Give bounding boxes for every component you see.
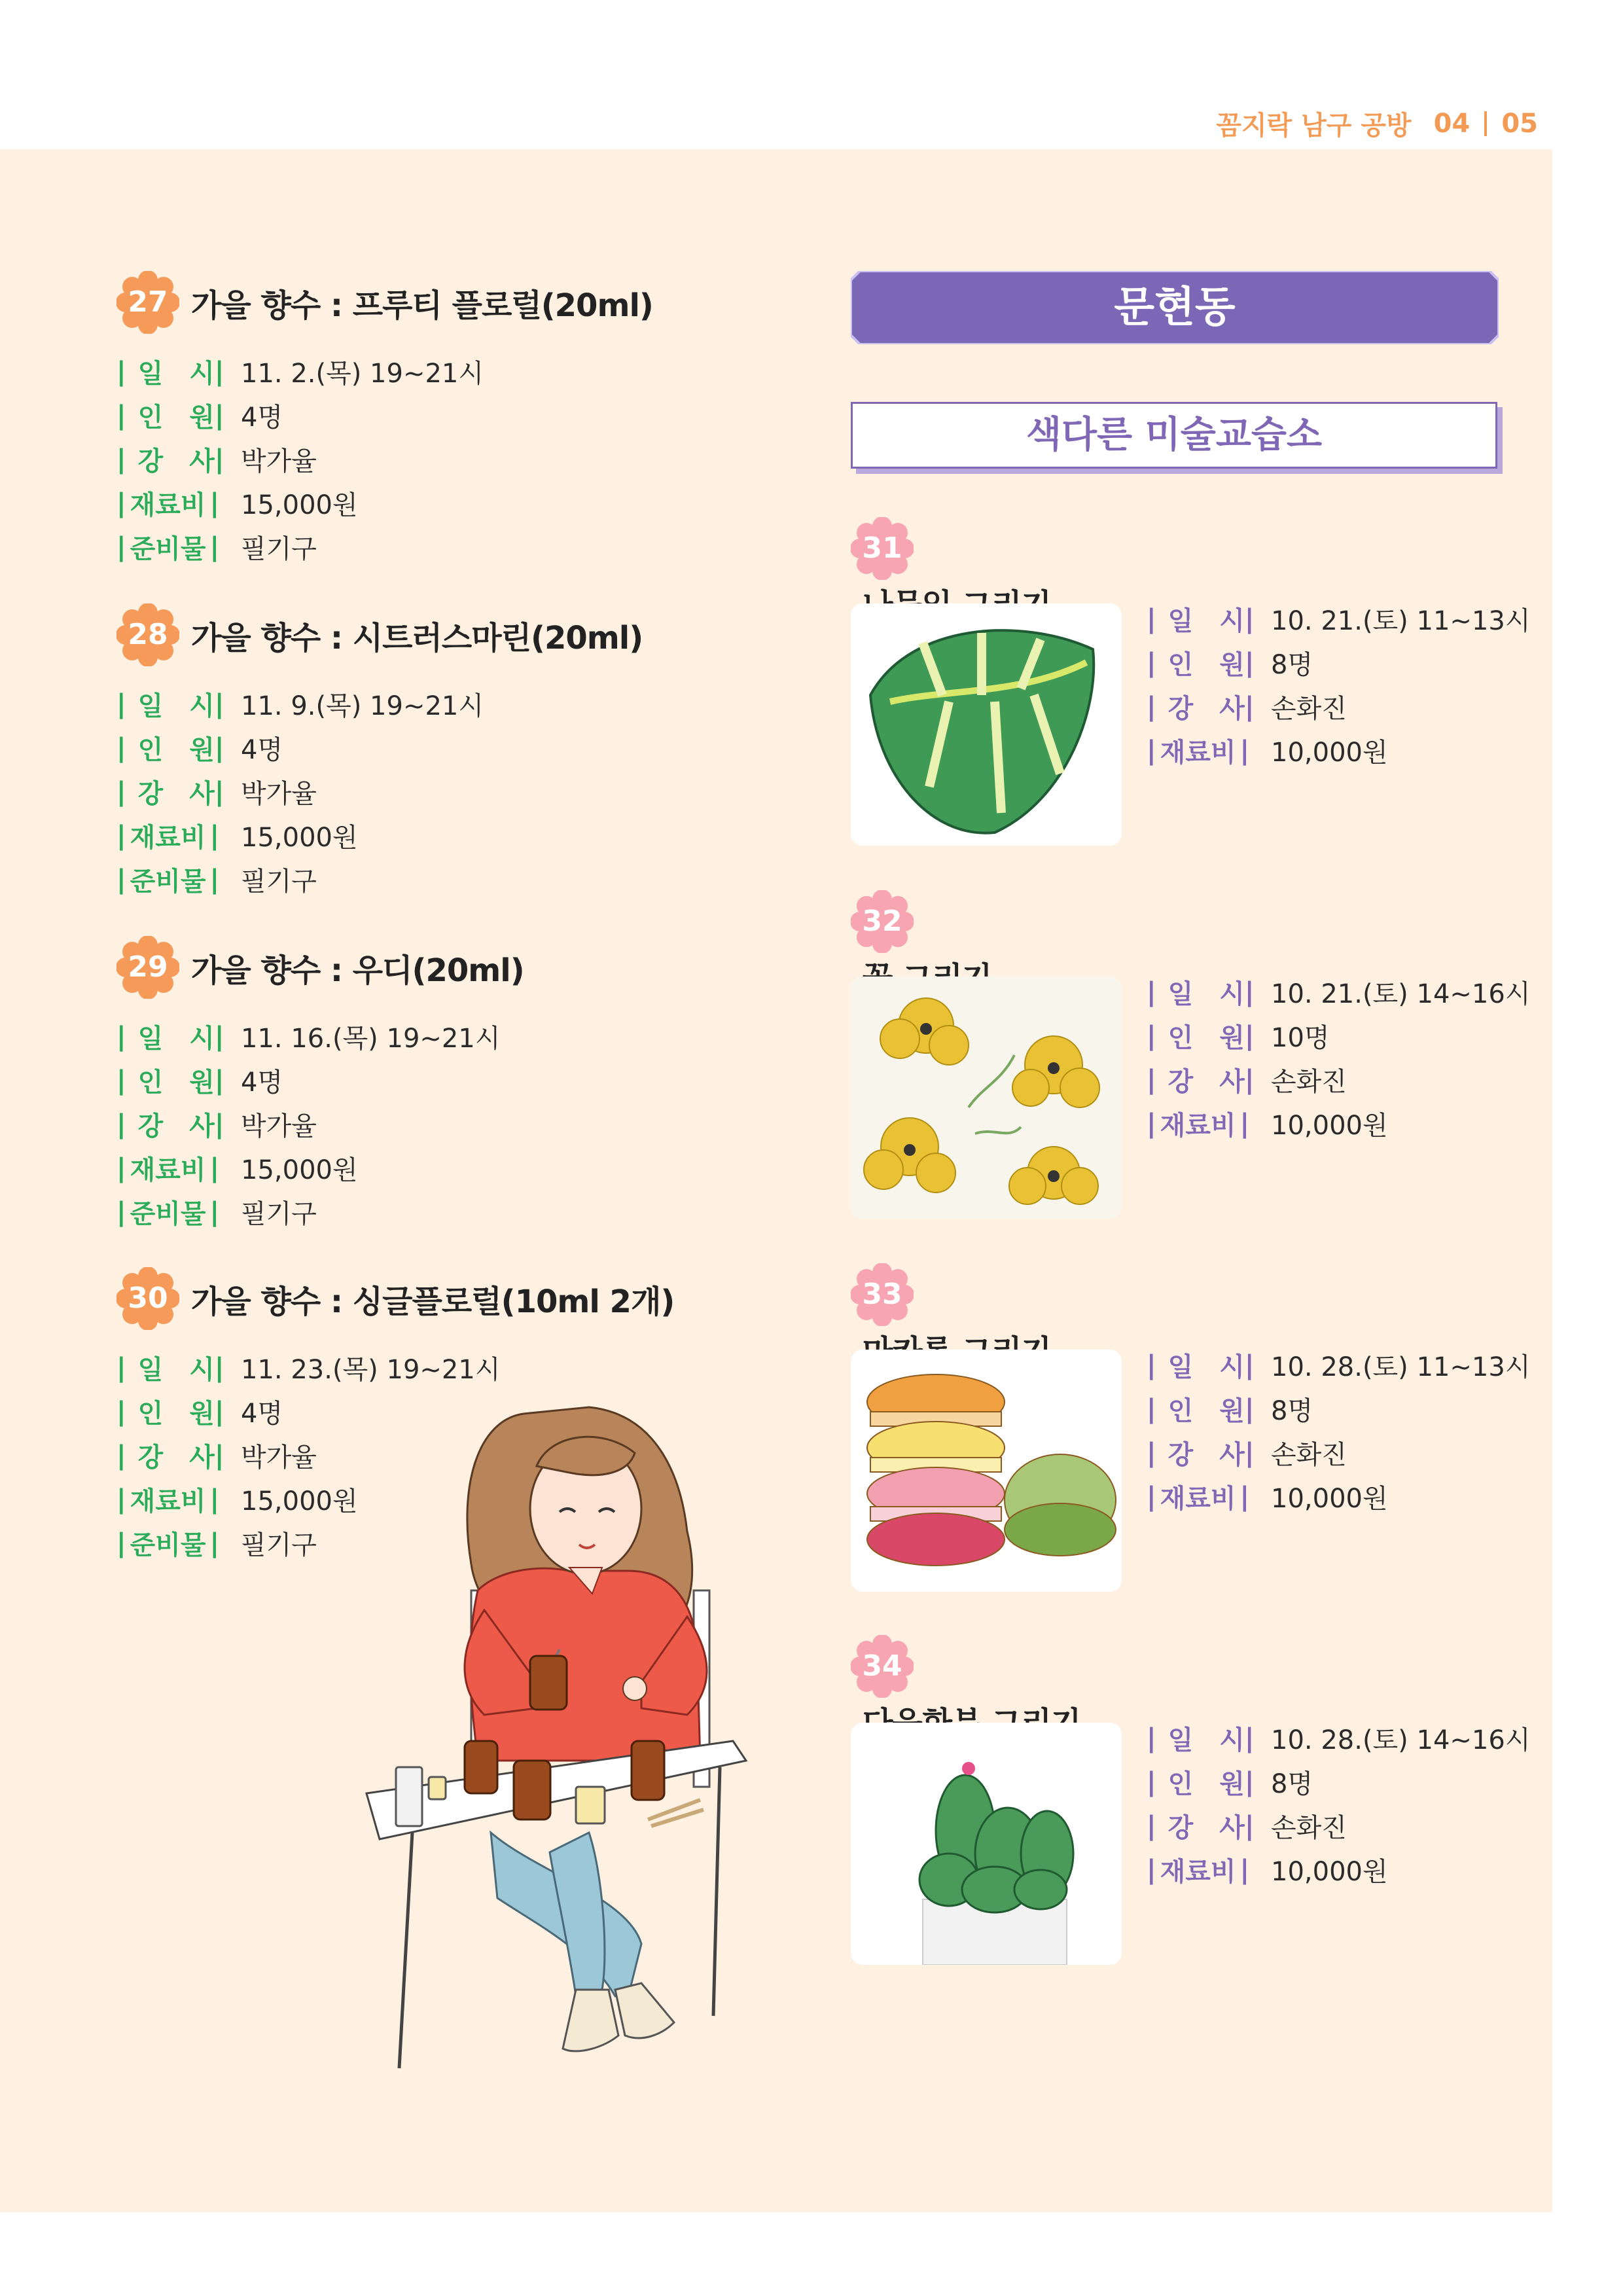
- info-people: [1147, 1387, 1530, 1431]
- class-info: [116, 350, 653, 569]
- value-date: 11. 23.(목) 19~21시: [241, 1355, 501, 1385]
- badge-number: 33: [862, 1278, 902, 1311]
- info-teacher: [116, 437, 653, 481]
- number-badge: [851, 517, 914, 580]
- number-badge: [851, 1635, 914, 1698]
- info-teacher: [1147, 1058, 1530, 1102]
- label-people: | 인 원 |: [1147, 647, 1255, 680]
- class-info-31: [1147, 597, 1530, 772]
- value-material: 15,000원: [241, 1155, 358, 1185]
- value-teacher: 박가율: [241, 446, 317, 476]
- label-material: | 재료비 |: [116, 1153, 220, 1185]
- header-title: 꼼지락 남구 공방: [1216, 111, 1412, 141]
- info-people: [1147, 641, 1530, 685]
- label-date: | 일 시 |: [116, 356, 224, 389]
- label-people: | 인 원 |: [116, 400, 224, 433]
- district-banner-title: 문현동: [1114, 283, 1236, 332]
- yellow-flowers-icon: [851, 977, 1122, 1219]
- number-badge: [851, 890, 914, 953]
- class-title-row: [116, 1266, 674, 1331]
- class-title: 가을 향수 : 싱글플로럴(10ml 2개): [191, 1283, 675, 1320]
- label-material: | 재료비 |: [116, 1484, 220, 1516]
- value-teacher: 손화진: [1271, 694, 1347, 724]
- label-people: | 인 원 |: [1147, 1767, 1255, 1799]
- value-prep: 필기구: [241, 534, 317, 564]
- info-teacher: [1147, 1431, 1530, 1475]
- label-teacher: | 강 사 |: [116, 1440, 224, 1473]
- number-badge: [116, 936, 179, 999]
- info-teacher: [116, 770, 643, 814]
- perfume-making-illustration: [262, 1374, 759, 2094]
- info-date: [116, 350, 653, 393]
- label-material: | 재료비 |: [116, 488, 220, 520]
- info-prep: [116, 857, 643, 901]
- value-material: 10,000원: [1271, 1484, 1388, 1514]
- venue-title-box: 색다른 미술교습소: [851, 402, 1497, 469]
- monstera-leaf-icon: [851, 603, 1122, 846]
- info-material: [1147, 1102, 1530, 1145]
- class-section-28: [116, 602, 643, 901]
- label-prep: | 준비물 |: [116, 1528, 220, 1560]
- value-material: 15,000원: [241, 823, 358, 853]
- label-material: | 재료비 |: [1147, 1108, 1250, 1141]
- label-people: | 인 원 |: [116, 1396, 224, 1429]
- value-people: 4명: [241, 1399, 283, 1429]
- info-people: [1147, 1014, 1530, 1058]
- label-date: | 일 시 |: [1147, 977, 1255, 1009]
- class-info-33: [1147, 1343, 1530, 1518]
- class-info-34: [1147, 1716, 1530, 1892]
- label-people: | 인 원 |: [116, 732, 224, 765]
- label-teacher: | 강 사 |: [116, 1109, 224, 1141]
- value-date: 10. 21.(토) 14~16시: [1271, 979, 1531, 1009]
- number-badge: [851, 1263, 914, 1326]
- value-people: 4명: [241, 735, 283, 765]
- info-date: [1147, 1716, 1530, 1760]
- badge-number: 32: [862, 905, 902, 938]
- value-material: 10,000원: [1271, 1111, 1388, 1141]
- label-people: | 인 원 |: [1147, 1393, 1255, 1426]
- succulent-plant-icon: [851, 1723, 1122, 1965]
- label-date: | 일 시 |: [1147, 603, 1255, 636]
- label-material: | 재료비 |: [1147, 735, 1250, 768]
- value-teacher: 박가율: [241, 779, 317, 809]
- value-teacher: 박가율: [241, 1111, 317, 1141]
- label-people: | 인 원 |: [1147, 1020, 1255, 1053]
- value-people: 8명: [1271, 650, 1313, 680]
- info-material: [116, 814, 643, 857]
- value-date: 10. 28.(토) 14~16시: [1271, 1725, 1531, 1755]
- value-date: 10. 28.(토) 11~13시: [1271, 1352, 1531, 1382]
- number-badge: [116, 1267, 179, 1330]
- page-divider: [1484, 111, 1487, 136]
- flower-painting-image: [851, 977, 1122, 1219]
- label-material: | 재료비 |: [116, 820, 220, 853]
- info-material: [1147, 728, 1530, 772]
- class-title: 가을 향수 : 시트러스마린(20ml): [191, 619, 643, 656]
- info-teacher: [1147, 685, 1530, 728]
- label-material: | 재료비 |: [1147, 1854, 1250, 1887]
- info-date: [116, 682, 643, 726]
- leaf-painting-image: [851, 603, 1122, 846]
- page-header: [1216, 105, 1538, 142]
- info-date: [1147, 1343, 1530, 1387]
- class-section-29: [116, 935, 524, 1234]
- label-material: | 재료비 |: [1147, 1481, 1250, 1514]
- class-title-row: [116, 935, 524, 1000]
- class-info-32: [1147, 970, 1530, 1145]
- class-title: 가을 향수 : 프루티 플로럴(20ml): [191, 287, 653, 324]
- value-date: 11. 9.(목) 19~21시: [241, 691, 484, 721]
- info-people: [1147, 1760, 1530, 1804]
- label-date: | 일 시 |: [116, 1352, 224, 1385]
- label-prep: | 준비물 |: [116, 1196, 220, 1229]
- label-teacher: | 강 사 |: [1147, 1810, 1255, 1843]
- info-material: [1147, 1848, 1530, 1892]
- value-people: 4명: [241, 1067, 283, 1098]
- info-material: [116, 481, 653, 525]
- value-teacher: 손화진: [1271, 1067, 1347, 1097]
- label-people: | 인 원 |: [116, 1065, 224, 1098]
- value-date: 11. 16.(목) 19~21시: [241, 1024, 501, 1054]
- info-people: [116, 393, 653, 437]
- info-material: [1147, 1475, 1530, 1518]
- value-material: 15,000원: [241, 1486, 358, 1516]
- label-prep: | 준비물 |: [116, 864, 220, 897]
- badge-number: 30: [128, 1282, 168, 1315]
- info-date: [1147, 970, 1530, 1014]
- value-material: 15,000원: [241, 490, 358, 520]
- value-teacher: 박가율: [241, 1443, 317, 1473]
- value-people: 4명: [241, 403, 283, 433]
- value-date: 10. 21.(토) 11~13시: [1271, 606, 1531, 636]
- value-teacher: 손화진: [1271, 1440, 1347, 1470]
- label-date: | 일 시 |: [116, 1021, 224, 1054]
- info-people: [116, 1058, 524, 1102]
- info-date: [1147, 597, 1530, 641]
- class-title: 가을 향수 : 우디(20ml): [191, 952, 524, 989]
- class-info: [116, 682, 643, 901]
- succulent-painting-image: [851, 1723, 1122, 1965]
- value-prep: 필기구: [241, 1199, 317, 1229]
- macaron-painting-image: [851, 1350, 1122, 1592]
- label-date: | 일 시 |: [1147, 1723, 1255, 1755]
- class-info: [116, 1014, 524, 1234]
- value-people: 8명: [1271, 1769, 1313, 1799]
- value-teacher: 손화진: [1271, 1813, 1347, 1843]
- badge-number: 31: [862, 531, 902, 565]
- info-teacher: [116, 1102, 524, 1146]
- class-title-row: [116, 270, 653, 335]
- label-date: | 일 시 |: [116, 689, 224, 721]
- value-material: 10,000원: [1271, 738, 1388, 768]
- info-material: [116, 1146, 524, 1190]
- value-date: 11. 2.(목) 19~21시: [241, 359, 484, 389]
- badge-number: 34: [862, 1649, 902, 1683]
- number-badge: [116, 271, 179, 334]
- value-prep: 필기구: [241, 1530, 317, 1560]
- number-badge: [116, 603, 179, 666]
- badge-number: 27: [128, 285, 168, 319]
- value-material: 10,000원: [1271, 1857, 1388, 1887]
- page-number-left: 04: [1433, 108, 1471, 139]
- info-people: [116, 726, 643, 770]
- info-prep: [116, 525, 653, 569]
- page-number-right: 05: [1501, 108, 1538, 139]
- label-date: | 일 시 |: [1147, 1350, 1255, 1382]
- info-prep: [116, 1190, 524, 1234]
- label-teacher: | 강 사 |: [116, 444, 224, 476]
- info-date: [116, 1014, 524, 1058]
- label-teacher: | 강 사 |: [1147, 1064, 1255, 1097]
- label-teacher: | 강 사 |: [1147, 1437, 1255, 1470]
- label-prep: | 준비물 |: [116, 531, 220, 564]
- value-people: 8명: [1271, 1396, 1313, 1426]
- value-people: 10명: [1271, 1023, 1330, 1053]
- badge-number: 28: [128, 618, 168, 651]
- page-numbers: [1434, 109, 1538, 139]
- badge-number: 29: [128, 950, 168, 984]
- value-prep: 필기구: [241, 867, 317, 897]
- class-section-27: [116, 270, 653, 569]
- label-teacher: | 강 사 |: [1147, 691, 1255, 724]
- macaron-icon: [851, 1350, 1122, 1592]
- class-title-row: [116, 602, 643, 668]
- label-teacher: | 강 사 |: [116, 776, 224, 809]
- info-teacher: [1147, 1804, 1530, 1848]
